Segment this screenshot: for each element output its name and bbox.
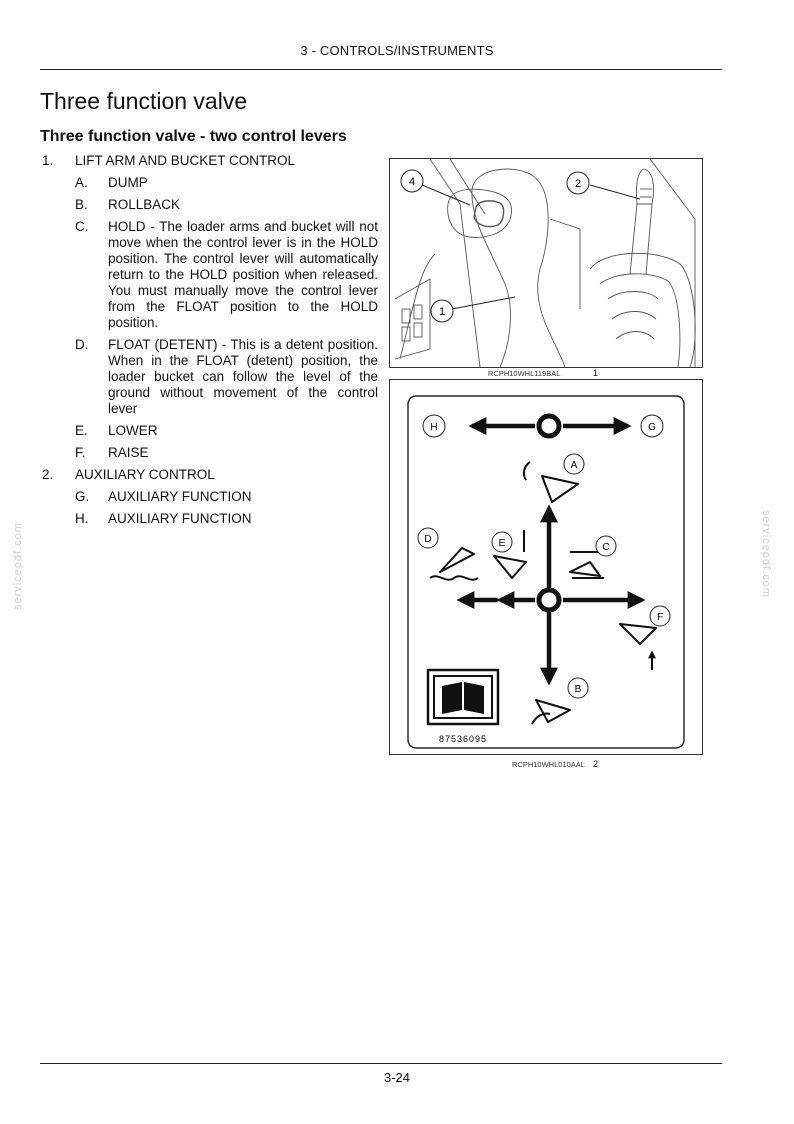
bucket-float-icon (440, 548, 474, 572)
list-text: AUXILIARY CONTROL (75, 467, 215, 482)
callout-1: 1 (438, 306, 446, 318)
list-item (40, 511, 378, 527)
watermark-right: servicepdf.com (760, 510, 772, 598)
figure-1-number: 1 (593, 368, 599, 378)
label-f: F (656, 612, 664, 623)
list-number: A. (75, 175, 88, 190)
list-text: LOWER (108, 423, 158, 438)
bucket-dump-icon (542, 476, 578, 502)
list-number: G. (75, 489, 90, 504)
section-title: Three function valve - two control levers (40, 128, 347, 145)
list-text: RAISE (108, 445, 149, 460)
controls-list (40, 153, 378, 533)
label-c: C (602, 542, 610, 553)
list-number: E. (75, 423, 88, 438)
list-text: DUMP (108, 175, 148, 190)
list-text: AUXILIARY FUNCTION (108, 489, 252, 504)
bucket-rollback-icon (536, 700, 570, 722)
list-number: 2. (42, 467, 54, 482)
list-item (40, 489, 378, 505)
label-b: B (574, 684, 582, 695)
figure-control-levers (389, 158, 703, 368)
list-number: C. (75, 219, 89, 234)
list-number: H. (75, 511, 89, 526)
footer-rule (40, 1063, 722, 1064)
decal-number: 87536095 (438, 734, 488, 744)
figure-2-caption: RCPH10WHL010AAL (512, 760, 585, 769)
list-item (40, 337, 378, 417)
list-item (40, 153, 378, 169)
lift-hold-icon (539, 590, 559, 610)
control-decal-illustration (390, 380, 702, 754)
label-d: D (424, 534, 432, 545)
figure-1-caption: RCPH10WHL119BAL (488, 369, 561, 378)
manual-book-icon (428, 670, 498, 724)
list-item (40, 219, 378, 331)
figure-control-decal (389, 379, 703, 755)
list-item (40, 175, 378, 191)
label-g: G (648, 422, 656, 433)
bucket-hold-icon (570, 562, 600, 576)
bucket-lower-icon (494, 556, 526, 578)
page-title: Three function valve (40, 88, 248, 114)
list-text: ROLLBACK (108, 197, 181, 212)
list-text: AUXILIARY FUNCTION (108, 511, 252, 526)
list-text: FLOAT (DETENT) - This is a detent position. When in the FLOAT (detent) position, the loader bucket can follow the level of the ground without movement of the control lever (108, 337, 378, 416)
control-levers-illustration (390, 159, 702, 367)
label-h: H (430, 422, 438, 433)
list-number: D. (75, 337, 89, 352)
callout-4: 4 (408, 176, 416, 188)
list-number: B. (75, 197, 88, 212)
list-item (40, 467, 378, 483)
label-e: E (498, 538, 506, 549)
running-header: 3 - CONTROLS/INSTRUMENTS (300, 43, 494, 58)
list-item (40, 197, 378, 213)
label-a: A (570, 460, 578, 471)
auxiliary-hold-icon (539, 416, 559, 436)
bucket-raise-icon (620, 624, 656, 644)
header-rule (40, 69, 722, 70)
watermark-left: servicepdf.com (12, 522, 24, 610)
list-text: LIFT ARM AND BUCKET CONTROL (75, 153, 296, 168)
list-item (40, 423, 378, 439)
list-number: 1. (42, 153, 54, 168)
page-number: 3-24 (383, 1070, 411, 1085)
figure-2-number: 2 (593, 759, 599, 769)
list-text: HOLD - The loader arms and bucket will not move when the control lever is in the HOLD position. The control lever will automatically return to the HOLD position when released. You must manually move the control lever from the FLOAT position to the HOLD position. (108, 219, 378, 330)
list-item (40, 445, 378, 461)
list-number: F. (75, 445, 86, 460)
callout-2: 2 (574, 178, 582, 190)
